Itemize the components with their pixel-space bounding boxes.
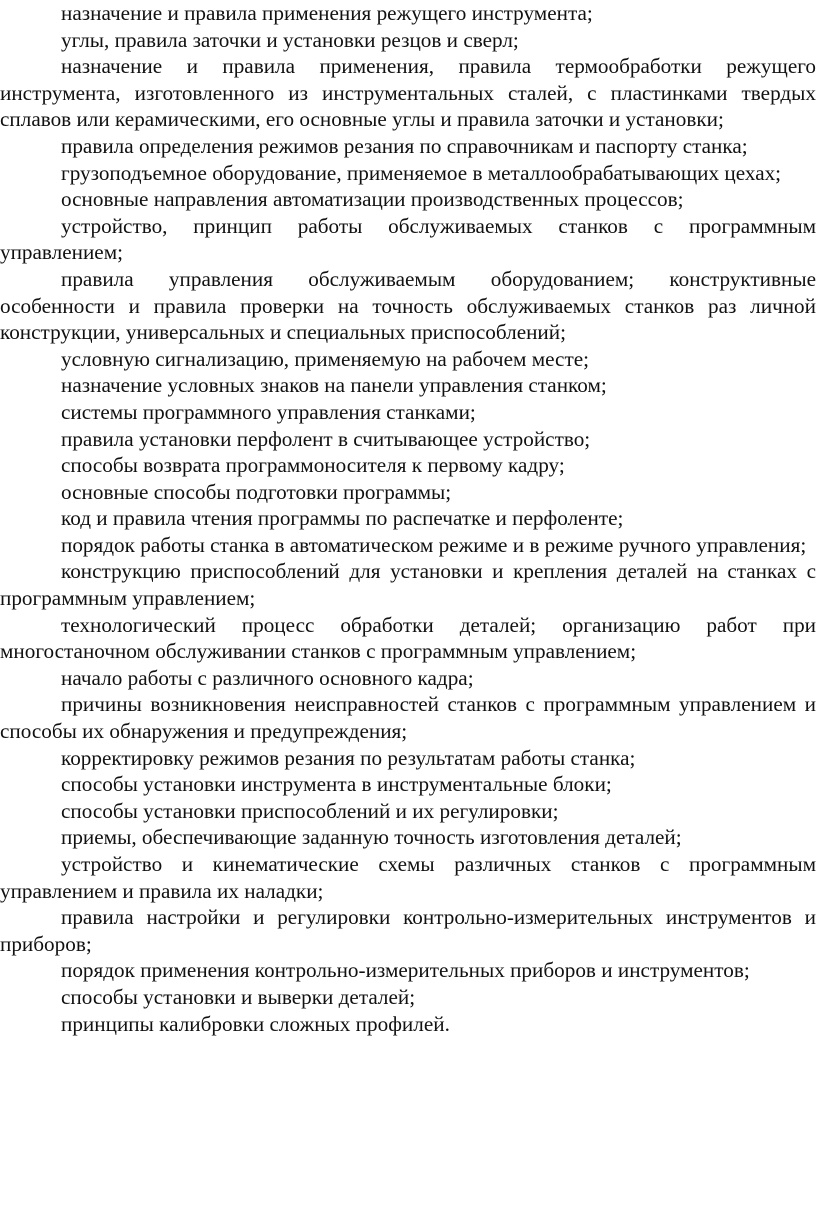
list-item: правила настройки и регулировки контрольно-измерительных инструментов и приборов; (0, 905, 816, 956)
list-item: принципы калибровки сложных профилей. (61, 1011, 450, 1036)
list-item: углы, правила заточки и установки резцов и сверл; (61, 27, 519, 52)
list-item: устройство и кинематические схемы различных станков с программным управлением и правила их наладки; (0, 852, 816, 903)
list-item: способы возврата программоносителя к первому кадру; (61, 453, 565, 478)
list-item: порядок работы станка в автоматическом режиме и в режиме ручного управления; (61, 532, 807, 557)
list-item: основные направления автоматизации производственных процессов; (61, 187, 684, 212)
list-item: назначение условных знаков на панели управления станком; (61, 373, 607, 398)
list-item: приемы, обеспечивающие заданную точность изготовления деталей; (61, 825, 682, 850)
list-item: конструкцию приспособлений для установки и крепления деталей на станках с программным управлением; (0, 559, 816, 611)
list-item: устройство, принцип работы обслуживаемых станков с программным управлением; (0, 213, 816, 265)
list-item: основные способы подготовки программы; (61, 479, 452, 504)
list-item: начало работы с различного основного кадра; (61, 665, 474, 690)
list-item: условную сигнализацию, применяемую на рабочем месте; (61, 346, 589, 371)
list-item: способы установки и выверки деталей; (61, 984, 416, 1009)
list-item: правила управления обслуживаемым оборудованием; конструктивные особенности и правила проверки на точность обслуживаемых станков раз личной конструкции, универсальных и специальных приспособлений; (0, 266, 816, 345)
list-item: причины возникновения неисправностей станков с программным управлением и способы их обнаружения и предупреждения; (0, 692, 816, 744)
list-item: правила установки перфолент в считывающее устройство; (61, 426, 591, 451)
list-item: назначение и правила применения, правила термообработки режущего инструмента, изготовленного из инструментальных сталей, с пластинками твердых сплавов или керамическими, его основные углы и правила заточки и установки; (0, 54, 816, 132)
list-item: корректировку режимов резания по результатам работы станка; (61, 745, 636, 770)
list-item: назначение и правила применения режущего инструмента; (61, 1, 593, 25)
list-item: системы программного управления станками; (61, 399, 476, 424)
list-item: способы установки инструмента в инструментальные блоки; (61, 772, 612, 797)
list-item: технологический процесс обработки деталей; организацию работ при многостаночном обслуживании станков с программным управлением; (0, 612, 816, 664)
list-item: грузоподъемное оборудование, применяемое в металлообрабатывающих цехах; (61, 160, 782, 185)
list-item: код и правила чтения программы по распечатке и перфоленте; (61, 506, 624, 531)
list-item: правила определения режимов резания по справочникам и паспорту станка; (61, 133, 748, 158)
list-item: способы установки приспособлений и их регулировки; (61, 798, 559, 823)
list-item: порядок применения контрольно-измерительных приборов и инструментов; (61, 958, 750, 983)
